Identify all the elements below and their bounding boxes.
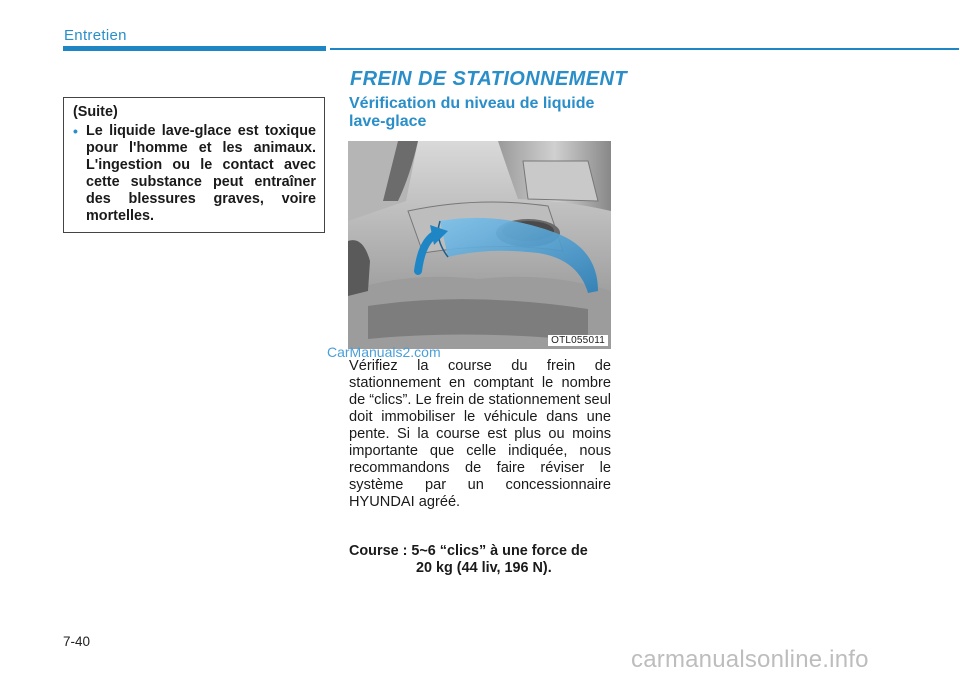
spec-line-2: 20 kg (44 liv, 196 N). bbox=[416, 560, 552, 576]
sub-heading: Vérification du niveau de liquide lave-glace bbox=[349, 95, 595, 130]
page-number: 7-40 bbox=[63, 634, 91, 649]
warning-box bbox=[63, 97, 325, 233]
spec-block bbox=[349, 543, 613, 577]
bullet-dot-icon: • bbox=[73, 123, 78, 139]
figure-code: OTL055011 bbox=[548, 335, 608, 346]
warning-text: Le liquide lave-glace est toxique pour l'homme et les animaux. L'ingestion ou le contact avec cette substance peut entraîner des blessures graves, voire mortelles. bbox=[86, 123, 316, 224]
watermark-top: CarManuals2.com bbox=[327, 344, 441, 360]
watermark-bottom: carmanualsonline.info bbox=[631, 646, 869, 673]
section-title: Entretien bbox=[64, 27, 127, 44]
warning-lead: (Suite) bbox=[73, 104, 118, 120]
header-rule-thin bbox=[330, 48, 959, 50]
header-rule-thick bbox=[63, 46, 326, 51]
parking-brake-illustration bbox=[348, 141, 611, 349]
main-heading: FREIN DE STATIONNEMENT bbox=[350, 68, 627, 90]
spec-line-1: Course : 5~6 “clics” à une force de bbox=[349, 543, 588, 559]
parking-brake-figure bbox=[348, 141, 611, 349]
warning-bullet-row bbox=[73, 123, 316, 225]
body-paragraph: Vérifiez la course du frein de stationnement en comptant le nombre de “clics”. Le frein de stationnement seul doit immobiliser le véhicule dans une pente. Si la course est plus ou moins importante que celle indiquée, nous recommandons de faire réviser le système par un concessionnaire HYUNDAI agréé. bbox=[349, 358, 612, 510]
